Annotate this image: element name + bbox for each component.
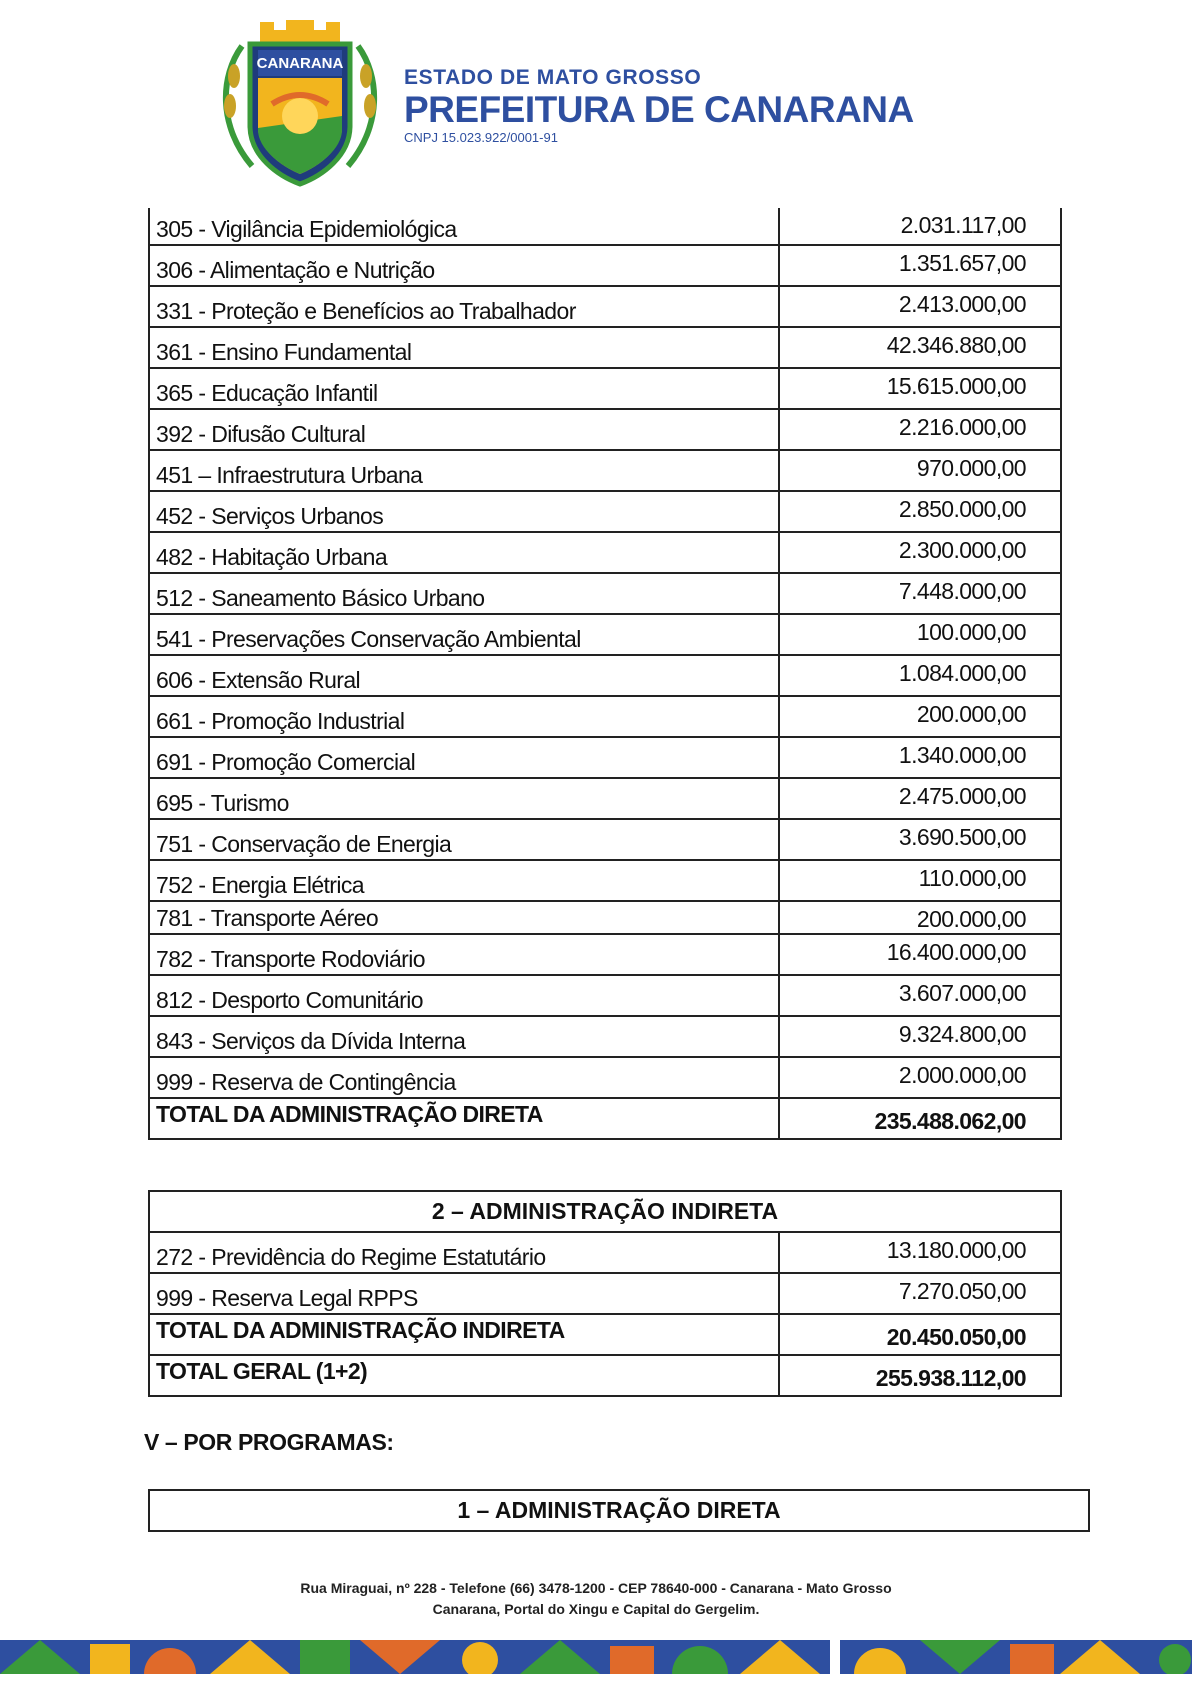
row-label: 452 - Serviços Urbanos xyxy=(149,491,779,532)
row-label: 781 - Transporte Aéreo xyxy=(149,901,779,934)
row-label: 606 - Extensão Rural xyxy=(149,655,779,696)
table-row xyxy=(149,614,1061,655)
row-value: 2.413.000,00 xyxy=(779,286,1061,327)
row-value: 200.000,00 xyxy=(779,696,1061,737)
table-row xyxy=(149,208,1061,245)
row-label: 782 - Transporte Rodoviário xyxy=(149,934,779,975)
table-row xyxy=(149,696,1061,737)
row-value: 1.084.000,00 xyxy=(779,655,1061,696)
row-label: 305 - Vigilância Epidemiológica xyxy=(149,208,779,245)
row-value: 2.000.000,00 xyxy=(779,1057,1061,1098)
grand-total-row xyxy=(149,1355,1061,1396)
row-label: 661 - Promoção Industrial xyxy=(149,696,779,737)
footer-slogan: Canarana, Portal do Xingu e Capital do Gergelim. xyxy=(432,1601,760,1617)
total-label: TOTAL DA ADMINISTRAÇÃO DIRETA xyxy=(149,1098,779,1139)
table-row xyxy=(149,1273,1061,1314)
row-value: 970.000,00 xyxy=(779,450,1061,491)
row-label: 392 - Difusão Cultural xyxy=(149,409,779,450)
table-programas-direta xyxy=(148,1489,1090,1532)
table-row xyxy=(149,286,1061,327)
table-row xyxy=(149,819,1061,860)
table-row xyxy=(149,737,1061,778)
row-value: 7.448.000,00 xyxy=(779,573,1061,614)
row-value: 200.000,00 xyxy=(779,901,1061,934)
table-row xyxy=(149,778,1061,819)
table-row xyxy=(149,1016,1061,1057)
table-row xyxy=(149,860,1061,901)
decorative-color-band xyxy=(0,1640,1192,1674)
row-label: 843 - Serviços da Dívida Interna xyxy=(149,1016,779,1057)
total-row xyxy=(149,1314,1061,1355)
table-row xyxy=(149,532,1061,573)
section-title-programas: V – POR PROGRAMAS: xyxy=(144,1429,394,1455)
row-value: 1.351.657,00 xyxy=(779,245,1061,286)
row-label: 361 - Ensino Fundamental xyxy=(149,327,779,368)
row-value: 42.346.880,00 xyxy=(779,327,1061,368)
table-title: 1 – ADMINISTRAÇÃO DIRETA xyxy=(149,1490,1089,1531)
table-row xyxy=(149,491,1061,532)
prefecture-name: PREFEITURA DE CANARANA xyxy=(404,89,914,130)
page-header xyxy=(0,0,1192,195)
table-title: 2 – ADMINISTRAÇÃO INDIRETA xyxy=(149,1191,1061,1232)
row-label: 812 - Desporto Comunitário xyxy=(149,975,779,1016)
row-label: 451 – Infraestrutura Urbana xyxy=(149,450,779,491)
table-row xyxy=(149,934,1061,975)
row-value: 3.690.500,00 xyxy=(779,819,1061,860)
row-value: 13.180.000,00 xyxy=(779,1232,1061,1273)
row-value: 16.400.000,00 xyxy=(779,934,1061,975)
row-label: 751 - Conservação de Energia xyxy=(149,819,779,860)
row-value: 2.475.000,00 xyxy=(779,778,1061,819)
footer-address: Rua Miraguai, nº 228 - Telefone (66) 3478-1200 - CEP 78640-000 - Canarana - Mato Grosso xyxy=(300,1580,892,1596)
row-value: 3.607.000,00 xyxy=(779,975,1061,1016)
table-row xyxy=(149,327,1061,368)
table-row xyxy=(149,901,1061,934)
table-administracao-direta xyxy=(148,208,1062,1140)
row-label: 691 - Promoção Comercial xyxy=(149,737,779,778)
table-row xyxy=(149,450,1061,491)
row-value: 100.000,00 xyxy=(779,614,1061,655)
logo-text: CANARANA xyxy=(256,55,344,72)
row-label: 272 - Previdência do Regime Estatutário xyxy=(149,1232,779,1273)
table-row xyxy=(149,975,1061,1016)
state-name: ESTADO DE MATO GROSSO xyxy=(404,66,702,89)
total-row xyxy=(149,1098,1061,1139)
organization-heading xyxy=(404,66,914,145)
table-administracao-indireta xyxy=(148,1190,1062,1397)
row-value: 110.000,00 xyxy=(779,860,1061,901)
total-label: TOTAL DA ADMINISTRAÇÃO INDIRETA xyxy=(149,1314,779,1355)
row-value: 15.615.000,00 xyxy=(779,368,1061,409)
grand-total-label: TOTAL GERAL (1+2) xyxy=(149,1355,779,1396)
table-row xyxy=(149,1232,1061,1273)
row-label: 695 - Turismo xyxy=(149,778,779,819)
row-label: 999 - Reserva de Contingência xyxy=(149,1057,779,1098)
row-label: 306 - Alimentação e Nutrição xyxy=(149,245,779,286)
row-label: 331 - Proteção e Benefícios ao Trabalhador xyxy=(149,286,779,327)
row-value: 2.850.000,00 xyxy=(779,491,1061,532)
row-label: 541 - Preservações Conservação Ambiental xyxy=(149,614,779,655)
row-label: 999 - Reserva Legal RPPS xyxy=(149,1273,779,1314)
row-value: 7.270.050,00 xyxy=(779,1273,1061,1314)
grand-total-value: 255.938.112,00 xyxy=(779,1355,1061,1396)
row-label: 482 - Habitação Urbana xyxy=(149,532,779,573)
row-value: 2.031.117,00 xyxy=(779,208,1061,245)
cnpj-number: CNPJ 15.023.922/0001-91 xyxy=(404,130,558,145)
table-row xyxy=(149,245,1061,286)
table-row xyxy=(149,368,1061,409)
page-footer xyxy=(0,1578,1192,1620)
row-label: 365 - Educação Infantil xyxy=(149,368,779,409)
row-value: 2.216.000,00 xyxy=(779,409,1061,450)
row-value: 9.324.800,00 xyxy=(779,1016,1061,1057)
row-label: 512 - Saneamento Básico Urbano xyxy=(149,573,779,614)
table-row xyxy=(149,573,1061,614)
row-value: 1.340.000,00 xyxy=(779,737,1061,778)
table-row xyxy=(149,1057,1061,1098)
table-row xyxy=(149,655,1061,696)
total-value: 20.450.050,00 xyxy=(779,1314,1061,1355)
canarana-coat-of-arms-logo xyxy=(212,16,388,188)
total-value: 235.488.062,00 xyxy=(779,1098,1061,1139)
row-value: 2.300.000,00 xyxy=(779,532,1061,573)
row-label: 752 - Energia Elétrica xyxy=(149,860,779,901)
table-row xyxy=(149,409,1061,450)
